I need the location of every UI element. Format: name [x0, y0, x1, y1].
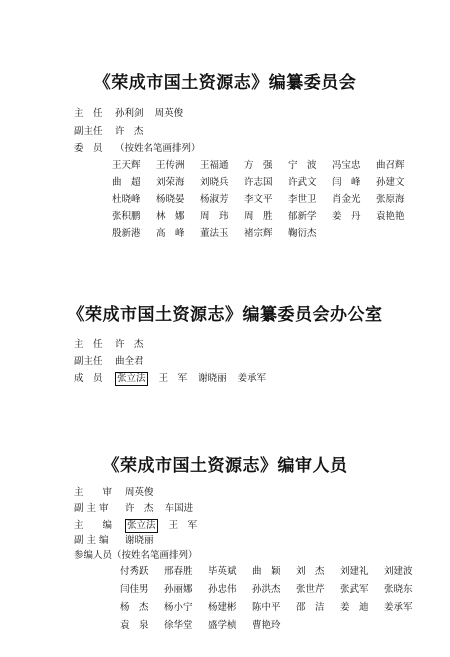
person-name: 王 军: [168, 520, 198, 531]
person-name: 周 胜: [244, 211, 273, 222]
person-name: 冯宝忠: [332, 160, 361, 171]
row-label: 副主任: [74, 126, 103, 137]
person-name: 高 峰: [156, 228, 185, 239]
person-name: 曲 超: [112, 177, 141, 188]
row-label: 主 任: [74, 108, 103, 119]
person-name: 褚宗辉: [244, 228, 273, 239]
boxed-person-name: 张立法: [117, 373, 146, 384]
person-name: 闫 峰: [332, 177, 361, 188]
s1-row-deputy-director: [74, 126, 152, 138]
person-name: 姜承军: [237, 373, 267, 384]
row-label: 主 编: [74, 520, 113, 531]
s1-member-grid: [112, 160, 418, 240]
person-name: 孙洪杰: [252, 584, 281, 595]
s3-row-chief-reviewer: [74, 487, 162, 499]
s3-row-deputy-editor: [74, 535, 162, 547]
person-name: 杨晓晏: [156, 194, 185, 205]
person-name: 曲 颖: [252, 566, 281, 577]
person-name: 宁 波: [288, 160, 317, 171]
person-name: 张世芹: [296, 584, 325, 595]
s2-row-members: [74, 372, 274, 386]
person-name: 曲召辉: [376, 160, 405, 171]
person-name: 许武文: [288, 177, 317, 188]
person-name: 李世卫: [288, 194, 317, 205]
person-name: 毕英斌: [208, 566, 237, 577]
person-name: 付秀跃: [120, 566, 149, 577]
person-name: 杜晓峰: [112, 194, 141, 205]
person-name: 杨小宁: [164, 602, 193, 613]
person-name: 杨 杰: [120, 602, 149, 613]
s3-row-deputy-reviewer: [74, 503, 201, 515]
person-name: 刘建波: [384, 566, 413, 577]
person-name: 杨淑芳: [200, 194, 229, 205]
s3-contributor-grid: [120, 566, 426, 632]
person-name: 殷新港: [112, 228, 141, 239]
person-name: 许志国: [244, 177, 273, 188]
s1-row-director: [74, 108, 191, 120]
ordering-note: （按姓名笔画排列）: [115, 143, 201, 154]
person-name: 肖金光: [332, 194, 361, 205]
s2-row-deputy-director: [74, 356, 152, 368]
person-name: 盛学桢: [208, 620, 237, 631]
row-label: 副 主 审: [74, 503, 109, 514]
person-name: 邵 洁: [296, 602, 325, 613]
person-name: 董法玉: [200, 228, 229, 239]
person-name: 陈中平: [252, 602, 281, 613]
person-name: 张武军: [340, 584, 369, 595]
row-label: 副 主 编: [74, 535, 109, 546]
row-label: 委 员: [74, 143, 103, 154]
person-name: 孙丽娜: [164, 584, 193, 595]
person-name: 张积鹏: [112, 211, 141, 222]
person-name: 王 军: [158, 373, 188, 384]
person-name: 刘荣海: [156, 177, 185, 188]
person-name: 王传洲: [156, 160, 185, 171]
s2-row-director: [74, 339, 152, 351]
person-name: 姜承军: [384, 602, 413, 613]
person-name: 谢晓丽: [198, 373, 227, 384]
section3-title: 《荣成市国土资源志》编审人员: [102, 456, 348, 476]
person-name: 鞠衍杰: [288, 228, 317, 239]
person-name: 周英俊: [154, 108, 184, 119]
person-name: 周英俊: [125, 487, 154, 498]
person-name: 孙建文: [376, 177, 405, 188]
person-name: 张晓东: [384, 584, 413, 595]
person-name: 李文平: [244, 194, 273, 205]
person-name: 谢晓丽: [125, 535, 154, 546]
person-name: 刘 杰: [296, 566, 325, 577]
person-name: 王福通: [200, 160, 229, 171]
person-name: 车国进: [164, 503, 194, 514]
s3-row-contributors: [74, 550, 198, 562]
person-name: 刘晓兵: [200, 177, 229, 188]
person-name: 方 强: [244, 160, 273, 171]
person-name: 曲全君: [115, 356, 144, 367]
person-name: 林 娜: [156, 211, 185, 222]
row-label: 参编人员（按姓名笔画排列）: [74, 550, 198, 561]
person-name: 王天辉: [112, 160, 141, 171]
person-name: 袁 泉: [120, 620, 149, 631]
row-label: 主 审: [74, 487, 113, 498]
person-name: 姜 迪: [340, 602, 369, 613]
person-name: 孙忠伟: [208, 584, 237, 595]
row-label: 成 员: [74, 373, 103, 384]
row-label: 副主任: [74, 356, 103, 367]
person-name: 许 杰: [125, 503, 154, 514]
row-label: 主 任: [74, 339, 103, 350]
person-name: 张原海: [376, 194, 405, 205]
boxed-person-name: 张立法: [127, 520, 156, 531]
section2-title: 《荣成市国土资源志》编纂委员会办公室: [67, 305, 383, 325]
person-name: 徐华堂: [164, 620, 193, 631]
person-name: 郁新学: [288, 211, 317, 222]
person-name: 孙利剑: [115, 108, 144, 119]
person-name: 刘建礼: [340, 566, 369, 577]
person-name: 邢春胜: [164, 566, 193, 577]
person-name: 许 杰: [115, 339, 144, 350]
person-name: 姜 丹: [332, 211, 361, 222]
person-name: 袁艳艳: [376, 211, 405, 222]
section1-title: 《荣成市国土资源志》编纂委员会: [93, 73, 357, 93]
person-name: 曹艳玲: [252, 620, 281, 631]
s3-row-chief-editor: [74, 519, 205, 533]
person-name: 杨建彬: [208, 602, 237, 613]
s1-row-members: [74, 143, 201, 155]
person-name: 周 玮: [200, 211, 229, 222]
person-name: 许 杰: [115, 126, 144, 137]
person-name: 闫佳男: [120, 584, 149, 595]
